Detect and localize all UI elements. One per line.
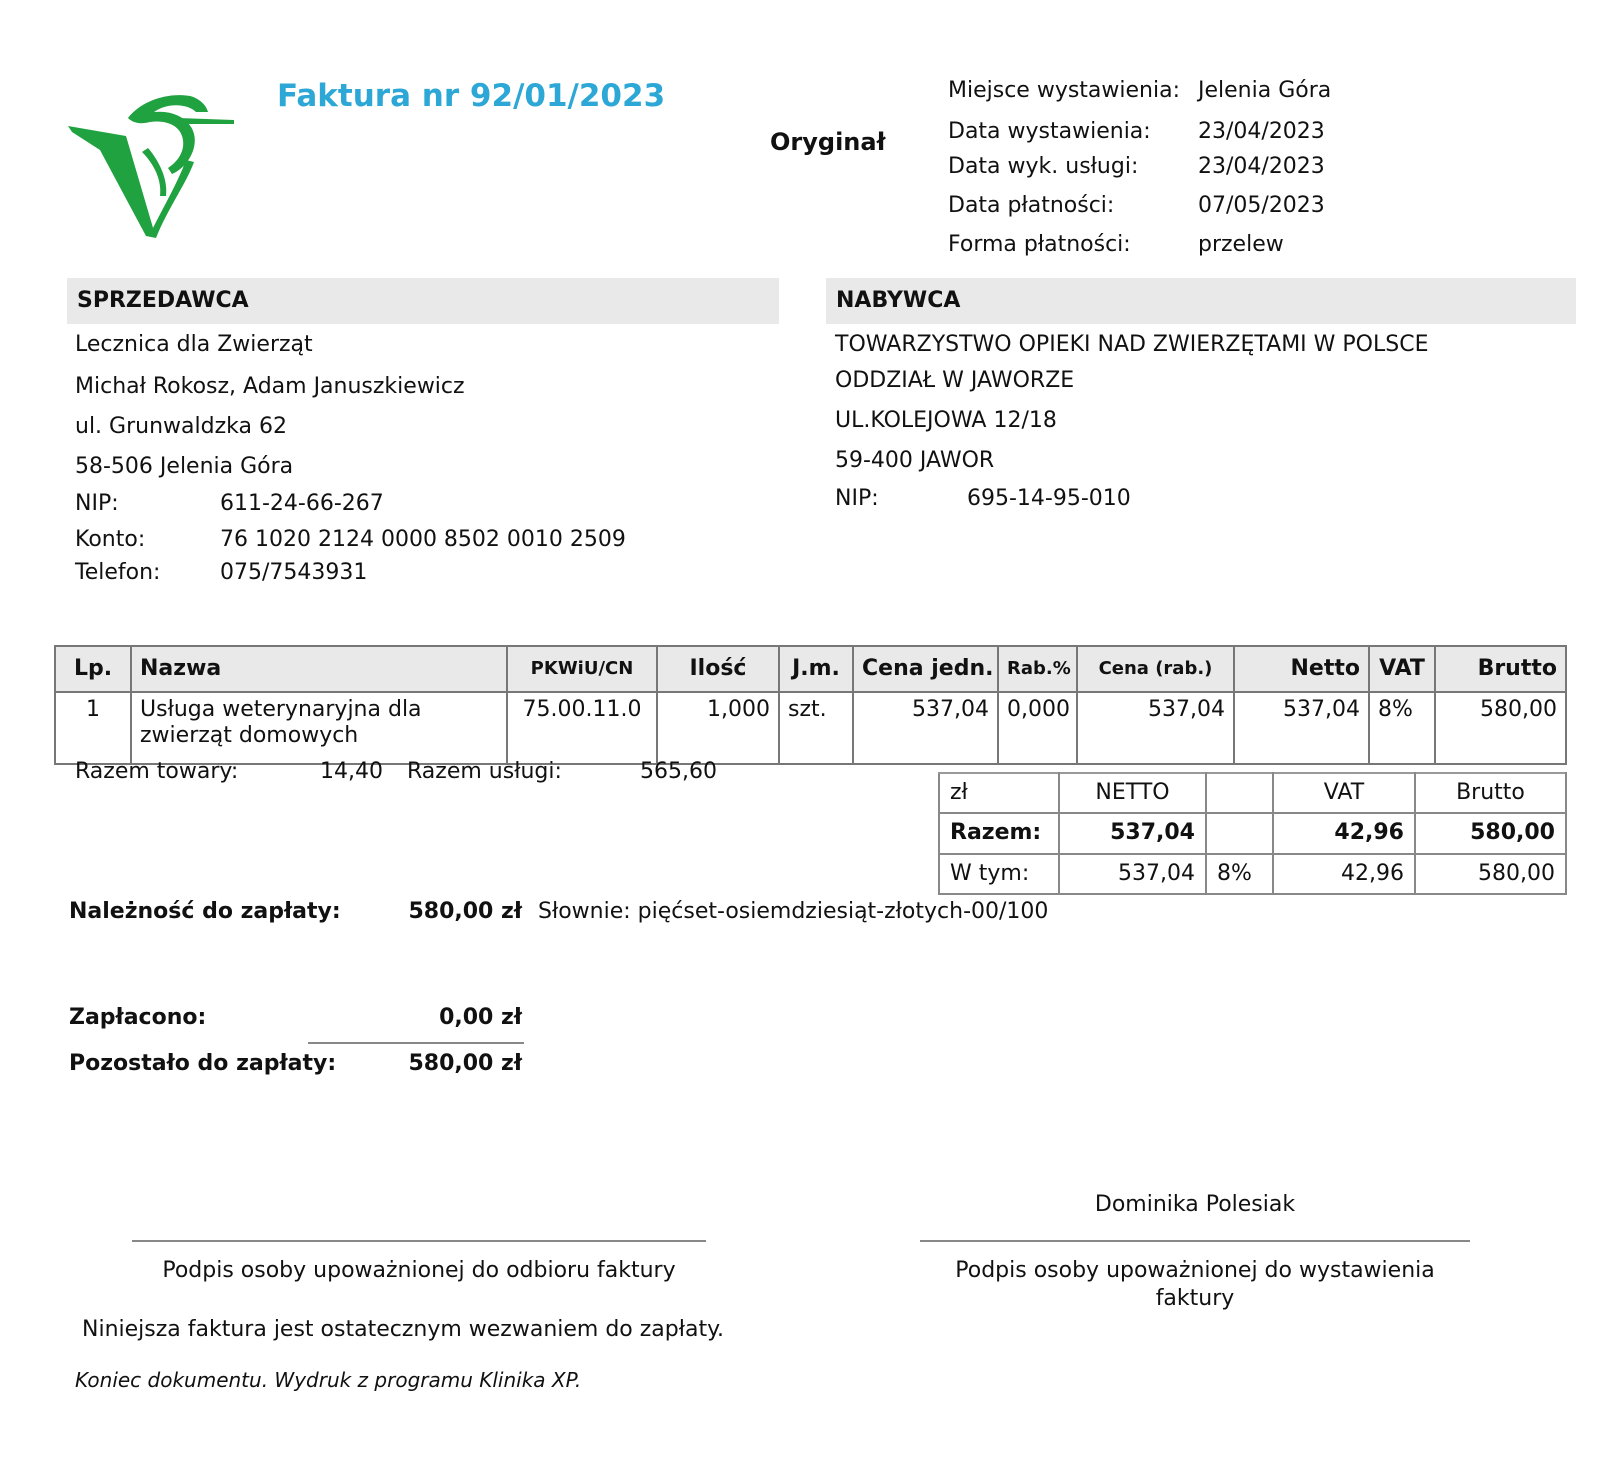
summary-detail-label: W tym:	[939, 854, 1059, 894]
summary-gross-header: Brutto	[1415, 773, 1566, 813]
summary-total-rate	[1206, 813, 1273, 853]
buyer-line: TOWARZYSTWO OPIEKI NAD ZWIERZĘTAMI W POLSCE	[835, 332, 1429, 357]
summary-vat-header: VAT	[1273, 773, 1415, 813]
remaining-label: Pozostało do zapłaty:	[69, 1051, 337, 1076]
summary-detail-row	[939, 854, 1566, 894]
receiver-signature-caption: Podpis osoby upoważnionej do odbioru faktury	[162, 1258, 676, 1283]
cell-unit-price: 537,04	[853, 692, 998, 764]
services-total-label: Razem usługi:	[407, 759, 562, 784]
seller-nip: 611-24-66-267	[220, 491, 384, 516]
summary-total-label: Razem:	[939, 813, 1059, 853]
meta-label-payment-method: Forma płatności:	[948, 232, 1131, 257]
seller-nip-label: NIP:	[75, 491, 119, 516]
document-end: Koniec dokumentu. Wydruk z programu Klinika XP.	[75, 1368, 582, 1392]
col-discount: Rab.%	[998, 646, 1077, 692]
summary-rate-header	[1206, 773, 1273, 813]
amount-due-label: Należność do zapłaty:	[69, 899, 341, 924]
meta-label-issue-date: Data wystawienia:	[948, 119, 1151, 144]
summary-total-gross: 580,00	[1415, 813, 1566, 853]
cell-lp: 1	[55, 692, 131, 764]
summary-detail-net: 537,04	[1059, 854, 1206, 894]
issuer-name: Dominika Polesiak	[1094, 1192, 1296, 1217]
buyer-line: 59-400 JAWOR	[835, 448, 995, 473]
cell-name: Usługa weterynaryjna dla zwierząt domowych	[131, 692, 507, 764]
goods-total-label: Razem towary:	[75, 759, 239, 784]
items-table	[54, 645, 1567, 765]
final-notice: Niniejsza faktura jest ostatecznym wezwaniem do zapłaty.	[82, 1317, 724, 1342]
col-unit: J.m.	[779, 646, 853, 692]
table-row	[55, 692, 1566, 764]
services-total: 565,60	[640, 759, 717, 784]
col-unit-price: Cena jedn.	[853, 646, 998, 692]
cell-discount: 0,000	[998, 692, 1077, 764]
buyer-heading: NABYWCA	[826, 278, 1576, 324]
summary-detail-rate: 8%	[1206, 854, 1273, 894]
col-discount-price: Cena (rab.)	[1077, 646, 1234, 692]
paid-label: Zapłacono:	[69, 1005, 207, 1030]
invoice-title: Faktura nr 92/01/2023	[277, 78, 666, 114]
seller-phone-label: Telefon:	[75, 560, 161, 585]
buyer-nip: 695-14-95-010	[967, 486, 1131, 511]
amount-due: 580,00 zł	[408, 899, 522, 924]
summary-header-row	[939, 773, 1566, 813]
issuer-signature-caption: Podpis osoby upoważnionej do wystawienia	[955, 1258, 1435, 1283]
meta-label-payment-date: Data płatności:	[948, 193, 1115, 218]
cell-gross: 580,00	[1435, 692, 1566, 764]
col-gross: Brutto	[1435, 646, 1566, 692]
cell-qty: 1,000	[657, 692, 779, 764]
summary-detail-gross: 580,00	[1415, 854, 1566, 894]
cell-discount-price: 537,04	[1077, 692, 1234, 764]
original-label: Oryginał	[770, 128, 886, 156]
summary-detail-vat: 42,96	[1273, 854, 1415, 894]
amount-in-words: Słownie: pięćset-osiemdziesiąt-złotych-00/100	[538, 899, 1049, 924]
cell-unit: szt.	[779, 692, 853, 764]
col-lp: Lp.	[55, 646, 131, 692]
meta-value-payment-method: przelew	[1198, 232, 1284, 257]
goods-total: 14,40	[320, 759, 383, 784]
col-pkwiu: PKWiU/CN	[507, 646, 657, 692]
issuer-signature-line	[920, 1240, 1470, 1242]
meta-value-payment-date: 07/05/2023	[1198, 193, 1325, 218]
meta-label-service-date: Data wyk. usługi:	[948, 154, 1139, 179]
buyer-nip-label: NIP:	[835, 486, 879, 511]
meta-value-service-date: 23/04/2023	[1198, 154, 1325, 179]
meta-label-place: Miejsce wystawienia:	[948, 78, 1180, 103]
paid-divider	[308, 1042, 524, 1044]
summary-total-vat: 42,96	[1273, 813, 1415, 853]
col-vat: VAT	[1369, 646, 1435, 692]
seller-account: 76 1020 2124 0000 8502 0010 2509	[220, 527, 626, 552]
buyer-line: UL.KOLEJOWA 12/18	[835, 408, 1057, 433]
cell-pkwiu: 75.00.11.0	[507, 692, 657, 764]
seller-phone: 075/7543931	[220, 560, 368, 585]
items-header-row	[55, 646, 1566, 692]
col-net: Netto	[1234, 646, 1369, 692]
vat-summary-table	[938, 772, 1567, 895]
col-name: Nazwa	[131, 646, 507, 692]
seller-account-label: Konto:	[75, 527, 146, 552]
summary-total-net: 537,04	[1059, 813, 1206, 853]
receiver-signature-line	[132, 1240, 706, 1242]
summary-total-row	[939, 813, 1566, 853]
paid-amount: 0,00 zł	[439, 1005, 522, 1030]
seller-line: Michał Rokosz, Adam Januszkiewicz	[75, 374, 465, 399]
seller-line: 58-506 Jelenia Góra	[75, 454, 294, 479]
meta-value-issue-date: 23/04/2023	[1198, 119, 1325, 144]
col-qty: Ilość	[657, 646, 779, 692]
clinic-logo	[68, 88, 238, 238]
summary-currency: zł	[939, 773, 1059, 813]
seller-line: Lecznica dla Zwierząt	[75, 332, 313, 357]
seller-line: ul. Grunwaldzka 62	[75, 414, 287, 439]
seller-heading: SPRZEDAWCA	[67, 278, 779, 324]
meta-value-place: Jelenia Góra	[1198, 78, 1332, 103]
issuer-signature-caption-2: faktury	[1155, 1286, 1235, 1311]
summary-net-header: NETTO	[1059, 773, 1206, 813]
buyer-line: ODDZIAŁ W JAWORZE	[835, 368, 1075, 393]
remaining-amount: 580,00 zł	[408, 1051, 522, 1076]
cell-net: 537,04	[1234, 692, 1369, 764]
cell-vat: 8%	[1369, 692, 1435, 764]
